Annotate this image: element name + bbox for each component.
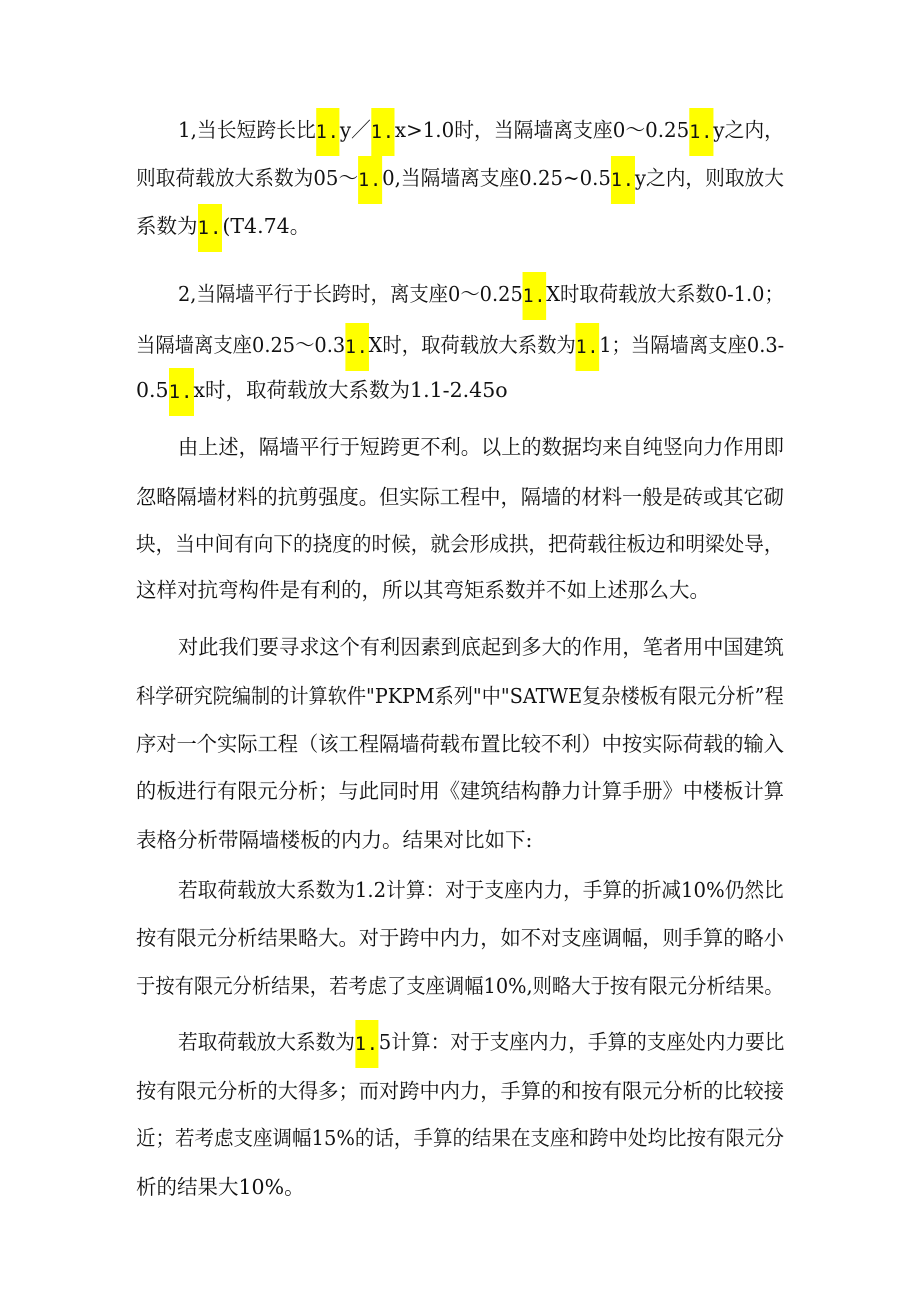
text-segment: 系数为 — [136, 214, 198, 238]
text-segment: 若取荷载放大系数为 — [178, 1030, 355, 1054]
highlighted-text: 1. — [689, 108, 713, 156]
text-segment: x>1.0时，当隔墙离支座0～0.25 — [394, 118, 690, 142]
text-line — [136, 168, 784, 190]
text-segment: y之内， — [713, 118, 784, 142]
text-segment: 近；若考虑支座调幅15%的话，手算的结果在支座和跨中处均比按有限元分 — [136, 1126, 785, 1150]
text-line — [136, 1081, 784, 1101]
text-segment: (T4.74。 — [222, 214, 311, 238]
text-segment: 由上述，隔墙平行于短跨更不利。以上的数据均来自纯竖向力作用即 — [178, 435, 784, 459]
text-segment: 表格分析带隔墙楼板的内力。结果对比如下: — [136, 828, 533, 852]
text-segment: X时取荷载放大系数0-1.0； — [546, 282, 784, 306]
text-segment: 0.5 — [136, 378, 169, 402]
text-segment: 若取荷载放大系数为1.2计算：对于支座内力，手算的折减10%仍然比 — [178, 878, 784, 902]
text-segment: X时，取荷载放大系数为 — [368, 333, 576, 357]
text-segment: 1,当长短跨长比 — [178, 118, 316, 142]
highlighted-text: 1. — [316, 108, 340, 156]
text-segment: 序对一个实际工程（该工程隔墙荷载布置比较不利）中按实际荷载的输入 — [136, 732, 784, 756]
text-line — [136, 487, 784, 507]
text-segment: 按有限元分析结果略大。对于跨中内力，如不对支座调幅，则手算的略小 — [136, 926, 784, 950]
text-segment: 块，当中间有向下的挠度的时候，就会形成拱，把荷载往板边和明梁处导， — [136, 532, 784, 556]
text-line — [136, 686, 784, 706]
text-line — [136, 928, 784, 948]
text-segment: 这样对抗弯构件是有利的，所以其弯矩系数并不如上述那么大。 — [136, 578, 710, 602]
text-segment: 1；当隔墙离支座0.3- — [599, 333, 785, 357]
text-line — [136, 335, 784, 357]
text-line — [136, 380, 508, 402]
text-segment: 对此我们要寻求这个有利因素到底起到多大的作用，笔者用中国建筑 — [178, 635, 784, 659]
highlighted-text: 1. — [523, 272, 546, 320]
text-segment: 5计算：对于支座内力，手算的支座处内力要比 — [378, 1030, 785, 1054]
highlighted-text: 1. — [358, 156, 382, 204]
highlighted-text: 1. — [371, 108, 395, 156]
text-line — [178, 880, 784, 900]
text-line — [136, 1177, 305, 1197]
text-segment: 的板进行有限元分析；与此同时用《建筑结构静力计算手册》中楼板计算 — [136, 779, 784, 803]
text-segment: 2,当隔墙平行于长跨时，离支座0～0.25 — [178, 282, 523, 306]
highlighted-text: 1. — [345, 323, 368, 371]
text-segment: y之内，则取放大 — [634, 166, 784, 190]
text-segment: y／ — [339, 118, 371, 142]
text-line — [136, 976, 784, 996]
text-line — [178, 284, 784, 306]
text-line — [178, 120, 784, 142]
text-segment: 当隔墙离支座0.25～0.3 — [136, 333, 346, 357]
text-line — [178, 637, 784, 657]
highlighted-text: 1. — [355, 1020, 379, 1068]
text-line — [136, 734, 784, 754]
highlighted-text: 1. — [169, 368, 194, 416]
text-line — [136, 580, 710, 600]
highlighted-text: 1. — [198, 204, 223, 252]
text-segment: 于按有限元分析结果，若考虑了支座调幅10%,则略大于按有限元分析结果。 — [136, 974, 784, 998]
text-segment: 按有限元分析的大得多；而对跨中内力，手算的和按有限元分析的比较接 — [136, 1079, 784, 1103]
text-line — [136, 1128, 784, 1148]
text-segment: 科学研究院编制的计算软件"PKPM系列"中"SATWE复杂楼板有限元分析”程 — [136, 684, 784, 708]
highlighted-text: 1. — [611, 156, 635, 204]
text-segment: 0,当隔墙离支座0.25~0.5 — [382, 166, 611, 190]
text-segment: 则取荷载放大系数为05～ — [136, 166, 359, 190]
text-segment: x时，取荷载放大系数为1.1-2.45o — [193, 378, 508, 402]
text-segment: 忽略隔墙材料的抗剪强度。但实际工程中，隔墙的材料一般是砖或其它砌 — [136, 485, 784, 509]
text-line — [178, 1032, 784, 1054]
text-line — [136, 830, 532, 850]
text-line — [136, 534, 784, 554]
text-line — [136, 781, 784, 801]
text-line — [136, 216, 310, 238]
highlighted-text: 1. — [576, 323, 599, 371]
text-segment: 析的结果大10%。 — [136, 1175, 305, 1199]
text-line — [178, 437, 784, 457]
